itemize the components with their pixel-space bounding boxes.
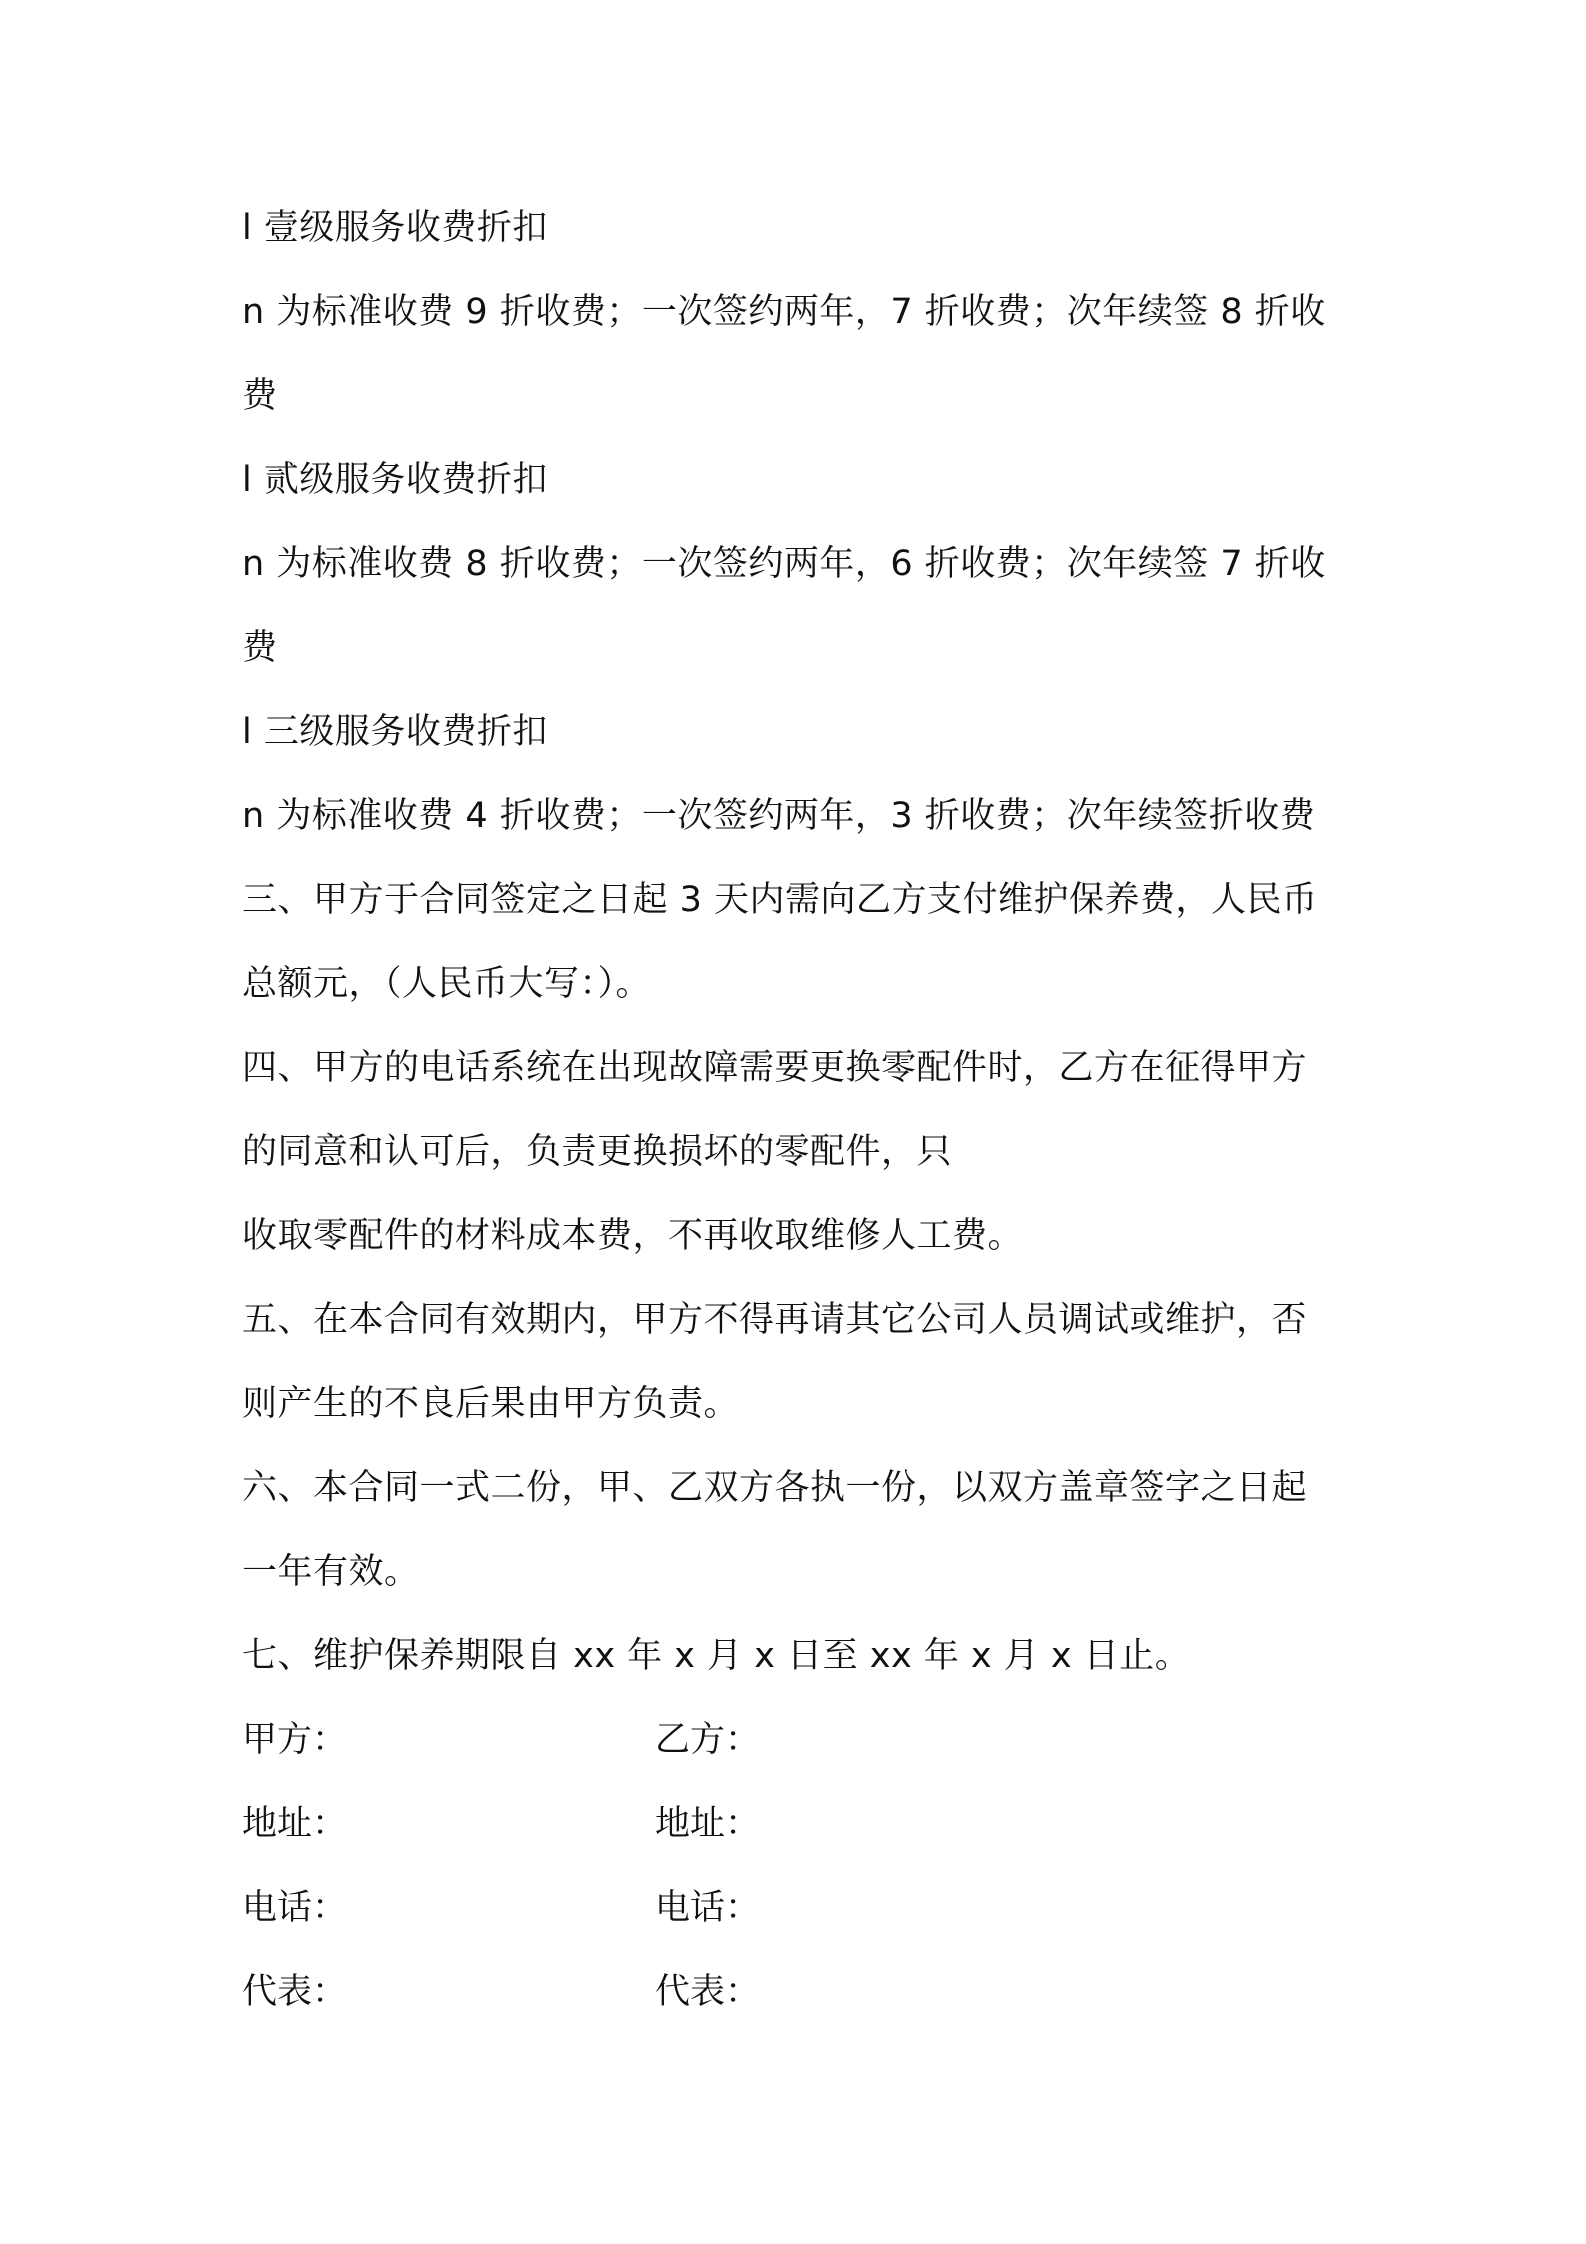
signature-row-representative: [242, 1970, 1142, 2014]
clause-3-line-1: 三、甲方于合同签定之日起 3 天内需向乙方支付维护保养费，人民币: [242, 880, 1318, 920]
clause-5-line-2: 则产生的不良后果由甲方负责。: [242, 1384, 740, 1424]
discount-level-1-heading: l 壹级服务收费折扣: [242, 208, 548, 248]
discount-level-3-heading: l 三级服务收费折扣: [242, 712, 548, 752]
party-b-representative-label: 代表：: [655, 1972, 761, 2012]
discount-level-1-text-cont: 费: [242, 376, 278, 416]
discount-level-1-text: n 为标准收费 9 折收费；一次签约两年，7 折收费；次年续签 8 折收: [242, 292, 1326, 332]
signature-row-phone: [242, 1886, 1142, 1930]
party-a-address-label: 地址：: [242, 1804, 348, 1844]
discount-level-2-text-cont: 费: [242, 628, 278, 668]
clause-6-line-1: 六、本合同一式二份，甲、乙双方各执一份，以双方盖章签字之日起: [242, 1468, 1308, 1508]
discount-level-2-heading: l 贰级服务收费折扣: [242, 460, 548, 500]
signature-row-address: [242, 1802, 1142, 1846]
clause-7: 七、维护保养期限自 xx 年 x 月 x 日至 xx 年 x 月 x 日止。: [242, 1636, 1191, 1676]
clause-5-line-1: 五、在本合同有效期内，甲方不得再请其它公司人员调试或维护，否: [242, 1300, 1308, 1340]
party-a-phone-label: 电话：: [242, 1888, 348, 1928]
clause-4-line-3: 收取零配件的材料成本费，不再收取维修人工费。: [242, 1216, 1024, 1256]
clause-6-line-2: 一年有效。: [242, 1552, 420, 1592]
party-b-label: 乙方：: [655, 1720, 761, 1760]
party-a-representative-label: 代表：: [242, 1972, 348, 2012]
discount-level-3-text: n 为标准收费 4 折收费；一次签约两年，3 折收费；次年续签折收费: [242, 796, 1316, 836]
party-b-phone-label: 电话：: [655, 1888, 761, 1928]
party-b-address-label: 地址：: [655, 1804, 761, 1844]
signature-row-party: [242, 1718, 1142, 1762]
party-a-label: 甲方：: [242, 1720, 348, 1760]
clause-4-line-1: 四、甲方的电话系统在出现故障需要更换零配件时，乙方在征得甲方: [242, 1048, 1308, 1088]
discount-level-2-text: n 为标准收费 8 折收费；一次签约两年，6 折收费；次年续签 7 折收: [242, 544, 1326, 584]
clause-4-line-2: 的同意和认可后，负责更换损坏的零配件，只: [242, 1132, 953, 1172]
clause-3-line-2: 总额元，（人民币大写：）。: [242, 964, 652, 1004]
